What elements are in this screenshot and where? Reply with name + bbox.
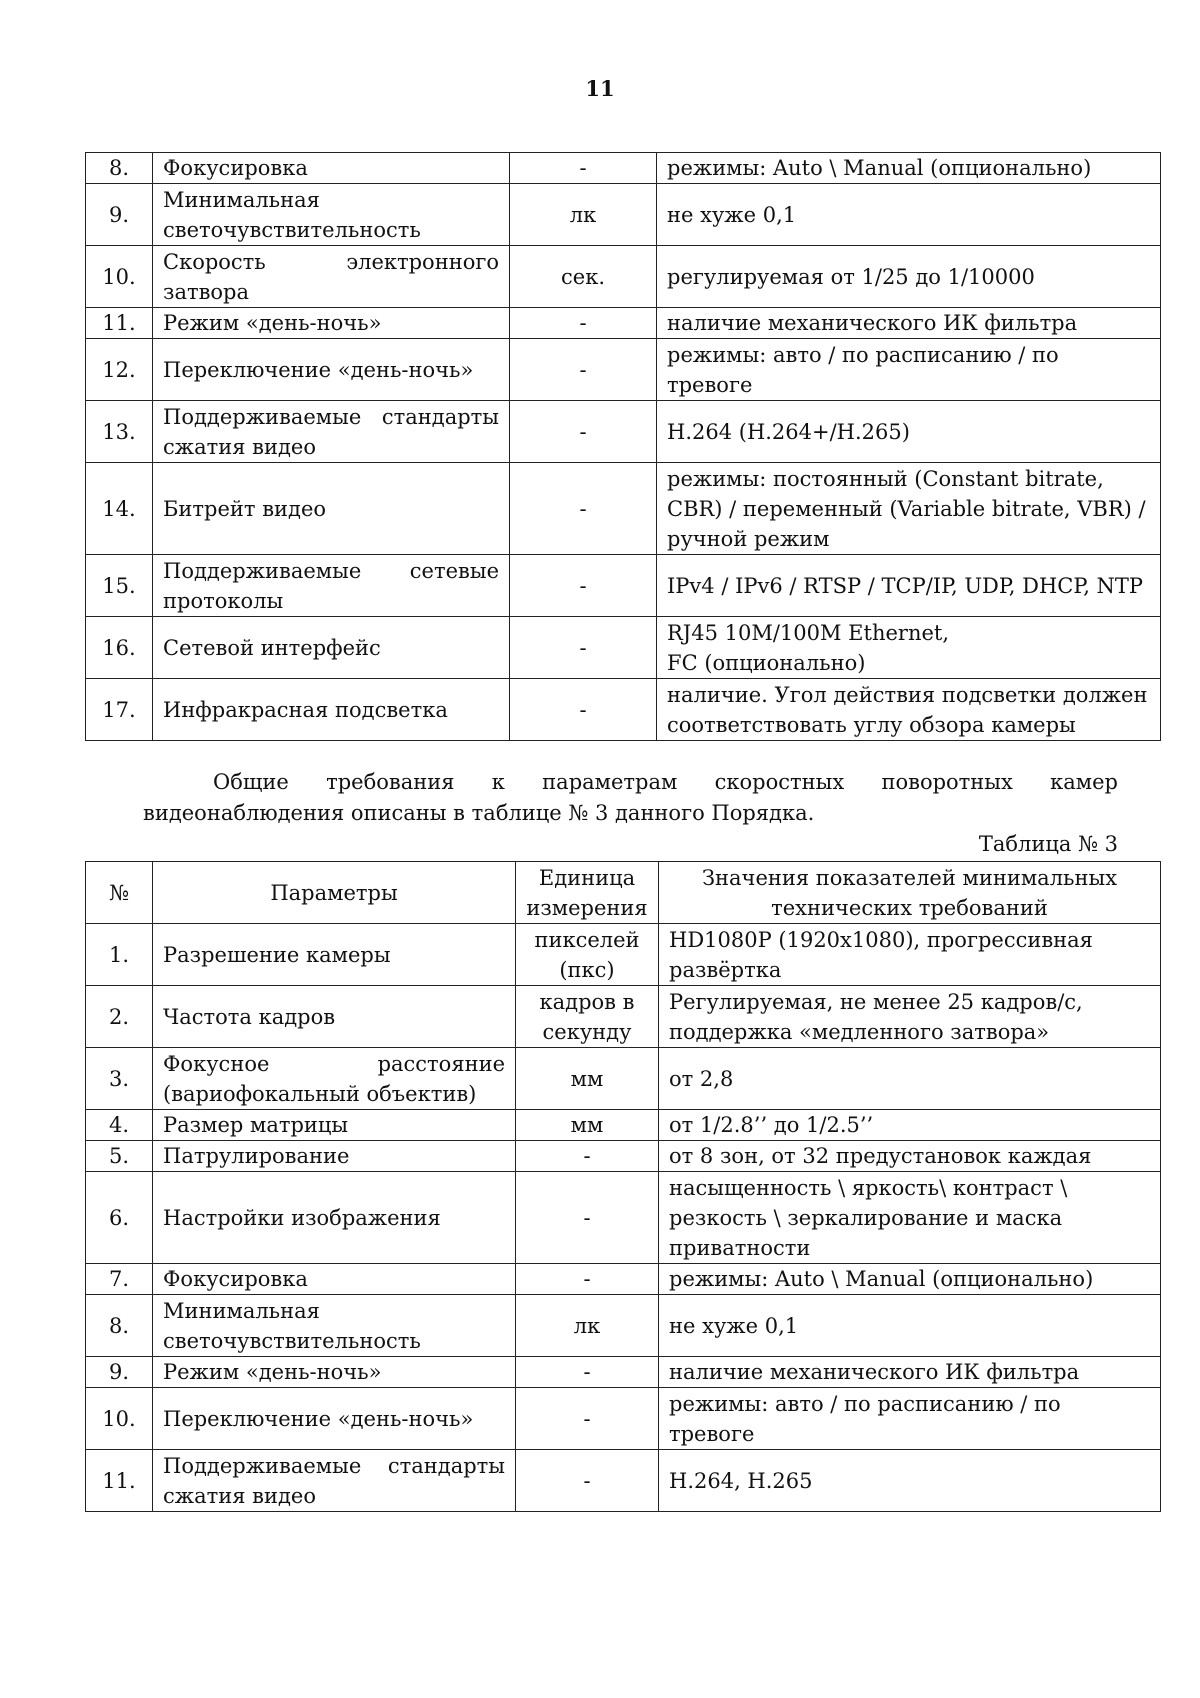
table-row [86,1048,1161,1110]
unit-cell: - [516,1388,659,1450]
value-line: насыщенность \ яркость\ контраст \ [669,1175,1068,1200]
value-cell: наличие механического ИК фильтра [659,1357,1161,1388]
param-line: (вариофокальный объектив) [163,1081,477,1106]
row-number: 9. [86,184,153,246]
table-header-row [86,862,1161,924]
header-value [659,862,1161,924]
value-cell: H.264 (H.264+/H.265) [657,401,1161,463]
param-cell: Фокусировка [153,153,510,184]
unit-cell: лк [510,184,657,246]
table-row [86,555,1161,617]
header-num: № [86,862,153,924]
table-row [86,1357,1161,1388]
param-cell: Сетевой интерфейс [153,617,510,679]
value-cell: Регулируемая, не менее 25 кадров/с, поддержка «медленного затвора» [659,986,1161,1048]
unit-cell: - [510,401,657,463]
value-cell: от 2,8 [659,1048,1161,1110]
param-cell [153,184,510,246]
unit-cell: - [510,463,657,555]
unit-cell: мм [516,1110,659,1141]
table-row [86,401,1161,463]
param-line: сжатия видео [163,1483,316,1508]
row-number: 14. [86,463,153,555]
row-number: 11. [86,1450,153,1512]
value-cell: регулируемая от 1/25 до 1/10000 [657,246,1161,308]
unit-cell: - [510,153,657,184]
table-row [86,924,1161,986]
param-cell: Инфракрасная подсветка [153,679,510,741]
param-line: светочувствительность [163,1328,421,1353]
value-cell: режимы: авто / по расписанию / по тревоге [659,1388,1161,1450]
table-caption: Таблица № 3 [978,832,1118,856]
param-cell: Битрейт видео [153,463,510,555]
row-number: 2. [86,986,153,1048]
table-row [86,1110,1161,1141]
spec-table-3 [85,861,1161,1512]
value-cell: режимы: постоянный (Constant bitrate, CBR) / переменный (Variable bitrate, VBR) / ручной режим [657,463,1161,555]
value-line: RJ45 10M/100M Ethernet, [667,620,950,645]
table-row [86,1388,1161,1450]
param-cell: Патрулирование [153,1141,516,1172]
param-cell [153,555,510,617]
param-cell: Режим «день-ночь» [153,308,510,339]
param-cell: Разрешение камеры [153,924,516,986]
param-line: Поддерживаемые стандарты [163,1453,505,1478]
param-line: светочувствительность [163,217,421,242]
value-line: резкость \ зеркалирование и маска [669,1205,1063,1230]
unit-line: кадров в [539,989,635,1014]
unit-cell: - [516,1141,659,1172]
param-line: Фокусное расстояние [163,1051,505,1076]
param-line: Минимальная [163,187,320,212]
row-number: 4. [86,1110,153,1141]
header-param: Параметры [153,862,516,924]
row-number: 13. [86,401,153,463]
param-line: затвора [163,279,250,304]
value-line: FC (опционально) [667,650,866,675]
row-number: 3. [86,1048,153,1110]
param-cell: Режим «день-ночь» [153,1357,516,1388]
param-cell: Фокусировка [153,1264,516,1295]
unit-line: (пкс) [559,957,615,982]
row-number: 16. [86,617,153,679]
unit-line: секунду [542,1019,632,1044]
row-number: 11. [86,308,153,339]
unit-cell: - [516,1172,659,1264]
param-cell [153,1450,516,1512]
param-cell [153,401,510,463]
value-cell: режимы: Auto \ Manual (опционально) [657,153,1161,184]
param-line: Поддерживаемые стандарты [163,404,499,429]
value-cell: режимы: авто / по расписанию / по тревоге [657,339,1161,401]
table-row [86,246,1161,308]
value-cell [659,1172,1161,1264]
unit-cell: - [510,617,657,679]
header-line: технических требований [771,895,1048,920]
row-number: 12. [86,339,153,401]
unit-cell: - [516,1357,659,1388]
value-cell: IPv4 / IPv6 / RTSP / TCP/IP, UDP, DHCP, NTP [657,555,1161,617]
param-line: протоколы [163,588,284,613]
value-cell: наличие. Угол действия подсветки должен соответствовать углу обзора камеры [657,679,1161,741]
row-number: 8. [86,1295,153,1357]
unit-line: пикселей [534,927,640,952]
unit-cell: - [516,1264,659,1295]
table-row [86,1264,1161,1295]
value-line: приватности [669,1235,811,1260]
value-cell: режимы: Auto \ Manual (опционально) [659,1264,1161,1295]
intro-paragraph [143,767,1118,829]
value-cell: не хуже 0,1 [659,1295,1161,1357]
param-cell [153,1048,516,1110]
row-number: 15. [86,555,153,617]
value-cell [657,617,1161,679]
paragraph-line: видеонаблюдения описаны в таблице № 3 данного Порядка. [143,801,815,825]
table-row [86,1141,1161,1172]
value-cell: наличие механического ИК фильтра [657,308,1161,339]
param-cell: Частота кадров [153,986,516,1048]
value-cell: от 1/2.8’’ до 1/2.5’’ [659,1110,1161,1141]
row-number: 1. [86,924,153,986]
value-cell: HD1080P (1920x1080), прогрессивная развёртка [659,924,1161,986]
param-line: Минимальная [163,1298,320,1323]
unit-cell [516,986,659,1048]
param-cell: Размер матрицы [153,1110,516,1141]
param-cell: Переключение «день-ночь» [153,1388,516,1450]
row-number: 5. [86,1141,153,1172]
param-cell [153,1295,516,1357]
table-row [86,679,1161,741]
param-line: сжатия видео [163,434,316,459]
table-row [86,463,1161,555]
table-row [86,184,1161,246]
row-number: 6. [86,1172,153,1264]
table-row [86,153,1161,184]
row-number: 8. [86,153,153,184]
spec-table-continued [85,152,1161,741]
row-number: 10. [86,246,153,308]
row-number: 7. [86,1264,153,1295]
table-row [86,617,1161,679]
header-unit [516,862,659,924]
unit-cell [516,924,659,986]
param-line: Скорость электронного [163,249,499,274]
paragraph-line: Общие требования к параметрам скоростных поворотных камер [213,770,1118,794]
table-row [86,1295,1161,1357]
table-row [86,1172,1161,1264]
table-row [86,986,1161,1048]
param-line: Поддерживаемые сетевые [163,558,499,583]
param-cell [153,246,510,308]
table-row [86,308,1161,339]
unit-cell: - [510,679,657,741]
row-number: 17. [86,679,153,741]
value-cell: не хуже 0,1 [657,184,1161,246]
unit-cell: - [510,555,657,617]
param-cell: Настройки изображения [153,1172,516,1264]
header-line: Значения показателей минимальных [701,865,1118,890]
value-cell: от 8 зон, от 32 предустановок каждая [659,1141,1161,1172]
table-row [86,1450,1161,1512]
row-number: 10. [86,1388,153,1450]
row-number: 9. [86,1357,153,1388]
header-line: Единица [538,865,636,890]
unit-cell: мм [516,1048,659,1110]
header-line: измерения [526,895,648,920]
page-number: 11 [585,76,615,101]
table-row [86,339,1161,401]
unit-cell: - [510,308,657,339]
unit-cell: - [516,1450,659,1512]
param-cell: Переключение «день-ночь» [153,339,510,401]
unit-cell: лк [516,1295,659,1357]
value-cell: H.264, H.265 [659,1450,1161,1512]
unit-cell: - [510,339,657,401]
unit-cell: сек. [510,246,657,308]
